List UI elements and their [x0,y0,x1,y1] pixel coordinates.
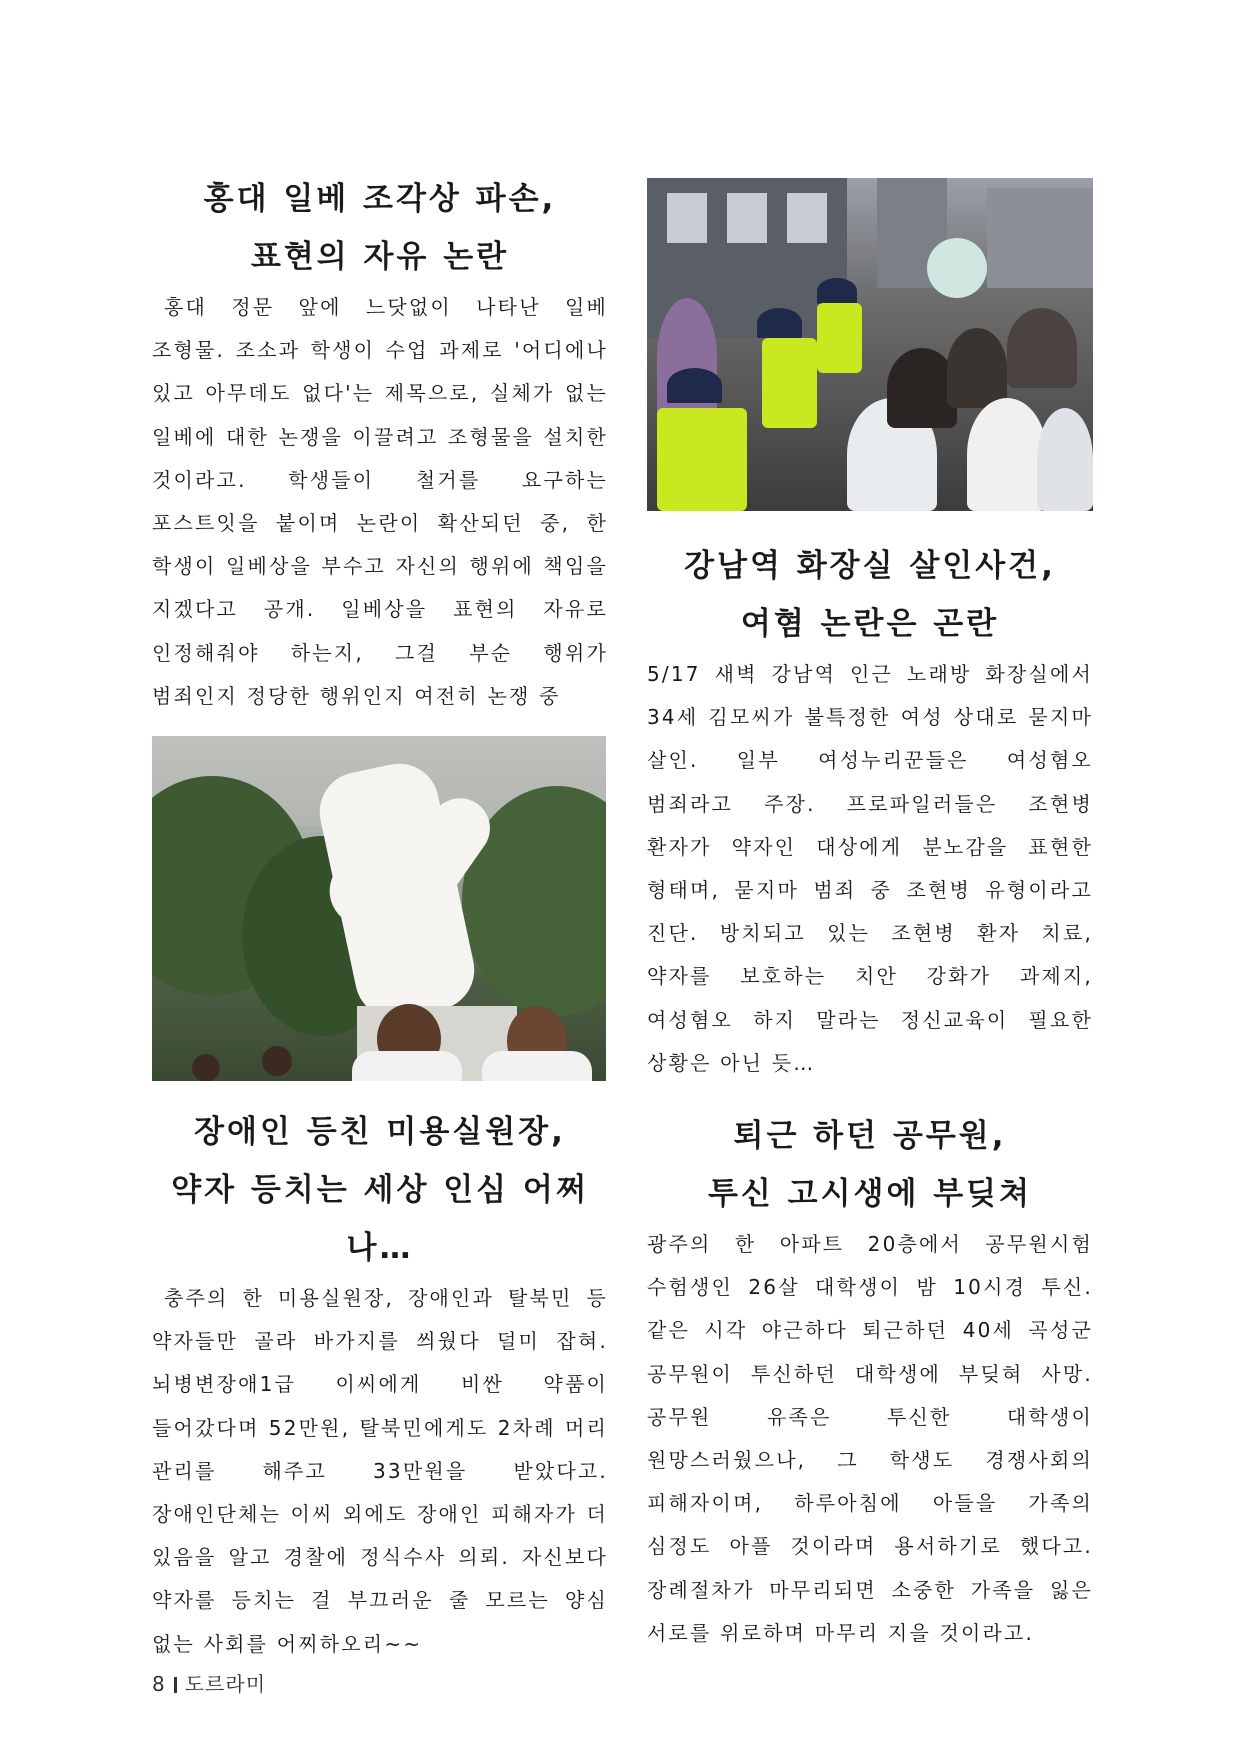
title-line: 약자 등치는 세상 인심 어쩌나… [171,1172,589,1267]
article-body: 5/17 새벽 강남역 인근 노래방 화장실에서 34세 김모씨가 불특정한 여성 상대로 묻지마 살인. 일부 여성누리꾼들은 여성혐오 범죄라고 주장. 프로파일러들은 조현병 환자가 약자인 대상에게 분노감을 표현한 형태며, 묻지마 범죄 중 조현병 유형이라고 진단. 방치되고 있는 조현병 환자 치료, 약자를 보호하는 치안 강화가 과제지, 여성혐오 하지 말라는 정신교육이 필요한 상황은 아닌 듯… [647,662,1093,1075]
article-title [647,1107,1093,1223]
publication-name: 도르라미 [184,1672,267,1696]
title-line: 표현의 자유 논란 [250,239,510,275]
hand-statue-photo [152,736,606,1081]
title-line: 홍대 일베 조각상 파손, [203,181,557,217]
page-number: 8 [152,1672,166,1696]
article-body: 홍대 정문 앞에 느닷없이 나타난 일베 조형물. 조소과 학생이 수업 과제로 '어디에나 있고 아무데도 없다'는 제목으로, 실체가 없는 일베에 대한 논쟁을 이끌려고 조형물을 설치한 것이라고. 학생들이 철거를 요구하는 포스트잇을 붙이며 논란이 확산되던 중, 한 학생이 일베상을 부수고 자신의 행위에 책임을 지겠다고 공개. 일베상을 표현의 자유로 인정해줘야 하는지, 그걸 부순 행위가 범죄인지 정당한 행위인지 여전히 논쟁 중 [152,295,608,708]
page-footer [152,1668,266,1697]
title-line: 강남역 화장실 살인사건, [684,548,1056,584]
title-line: 투신 고시생에 부딪쳐 [707,1176,1033,1213]
right-column [647,178,1093,1655]
article-title [152,170,608,286]
title-line: 장애인 등친 미용실원장, [194,1114,566,1151]
left-column [152,170,608,1666]
title-line: 여혐 논란은 곤란 [740,606,1000,642]
title-line: 퇴근 하던 공무원, [733,1118,1007,1155]
gangnam-crowd-photo [647,178,1093,511]
article-title [647,537,1093,653]
footer-divider [174,1677,177,1693]
article-title [152,1103,608,1277]
article-body: 광주의 한 아파트 20층에서 공무원시험 수험생인 26살 대학생이 밤 10시경 투신. 같은 시각 야근하다 퇴근하던 40세 곡성군 공무원이 투신하던 대학생에 부딪혀 사망. 공무원 유족은 투신한 대학생이 원망스러웠으나, 그 학생도 경쟁사회의 피해자이며, 하루아침에 아들을 가족의 심정도 아플 것이라며 용서하기로 했다고. 장례절차가 마무리되면 소중한 가족을 잃은 서로를 위로하며 마무리 지을 것이라고. [647,1232,1093,1645]
article-body: 충주의 한 미용실원장, 장애인과 탈북민 등 약자들만 골라 바가지를 씌웠다 덜미 잡혀. 뇌병변장애1급 이씨에게 비싼 약품이 들어갔다며 52만원, 탈북민에게도 2차례 머리 관리를 해주고 33만원을 받았다고. 장애인단체는 이씨 외에도 장애인 피해자가 더 있음을 알고 경찰에 정식수사 의뢰. 자신보다 약자를 등치는 걸 부끄러운 줄 모르는 양심 없는 사회를 어찌하오리~~ [152,1286,608,1656]
